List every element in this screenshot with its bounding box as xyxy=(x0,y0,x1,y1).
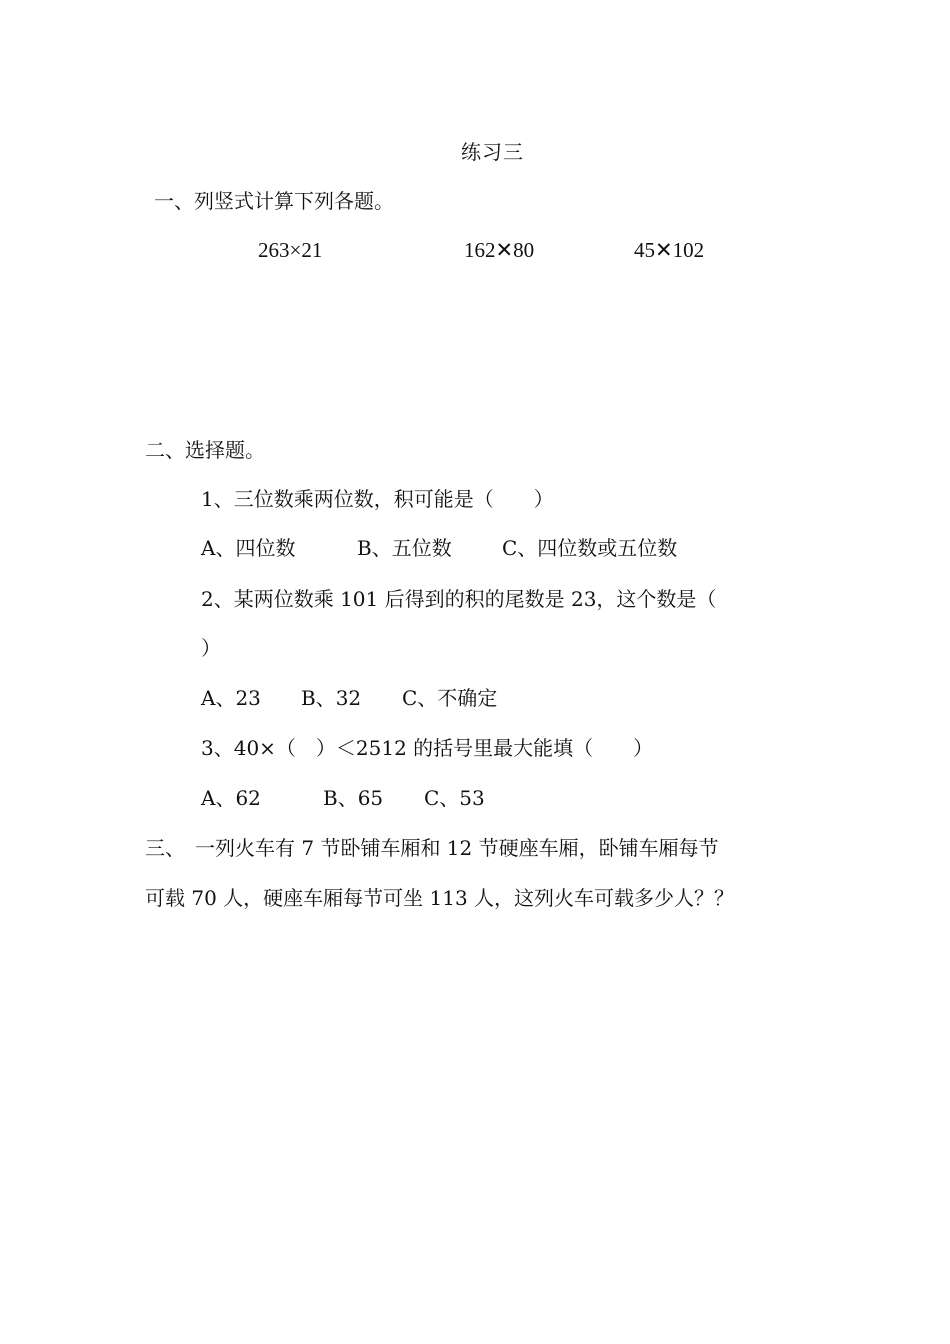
section2-heading: 二、选择题。 xyxy=(145,438,265,462)
q2-option-a: A、23 xyxy=(201,686,261,710)
section1-heading: 一、列竖式计算下列各题。 xyxy=(154,189,394,213)
q1-option-b: B、五位数 xyxy=(357,536,452,560)
question-2: 2、某两位数乘 101 后得到的积的尾数是 23，这个数是（ xyxy=(201,587,717,611)
question-1: 1、三位数乘两位数，积可能是（ ） xyxy=(201,487,554,511)
question-2-continuation: ） xyxy=(201,636,221,660)
q3-option-a: A、62 xyxy=(201,786,261,810)
q1-option-c: C、四位数或五位数 xyxy=(502,536,678,560)
q1-option-a: A、四位数 xyxy=(201,536,296,560)
section3-line-2: 可载 70 人，硬座车厢每节可坐 113 人，这列火车可载多少人？？ xyxy=(145,886,735,910)
question-3-options xyxy=(201,786,485,810)
question-2-options xyxy=(201,686,497,710)
question-3: 3、40×（ ）＜2512 的括号里最大能填（ ） xyxy=(201,736,654,760)
q2-option-c: C、不确定 xyxy=(402,686,498,710)
calc-problem-3: 45✕102 xyxy=(634,238,705,262)
calc-problem-2: 162✕80 xyxy=(464,238,535,262)
calc-problem-1: 263×21 xyxy=(258,238,323,262)
q2-option-b: B、32 xyxy=(301,686,362,710)
page-title: 练习三 xyxy=(461,140,524,164)
q3-option-b: B、65 xyxy=(323,786,384,810)
q3-option-c: C、53 xyxy=(424,786,485,810)
question-1-options xyxy=(201,536,677,560)
section3-line-1: 三、 一列火车有 7 节卧铺车厢和 12 节硬座车厢，卧铺车厢每节 xyxy=(145,836,719,860)
